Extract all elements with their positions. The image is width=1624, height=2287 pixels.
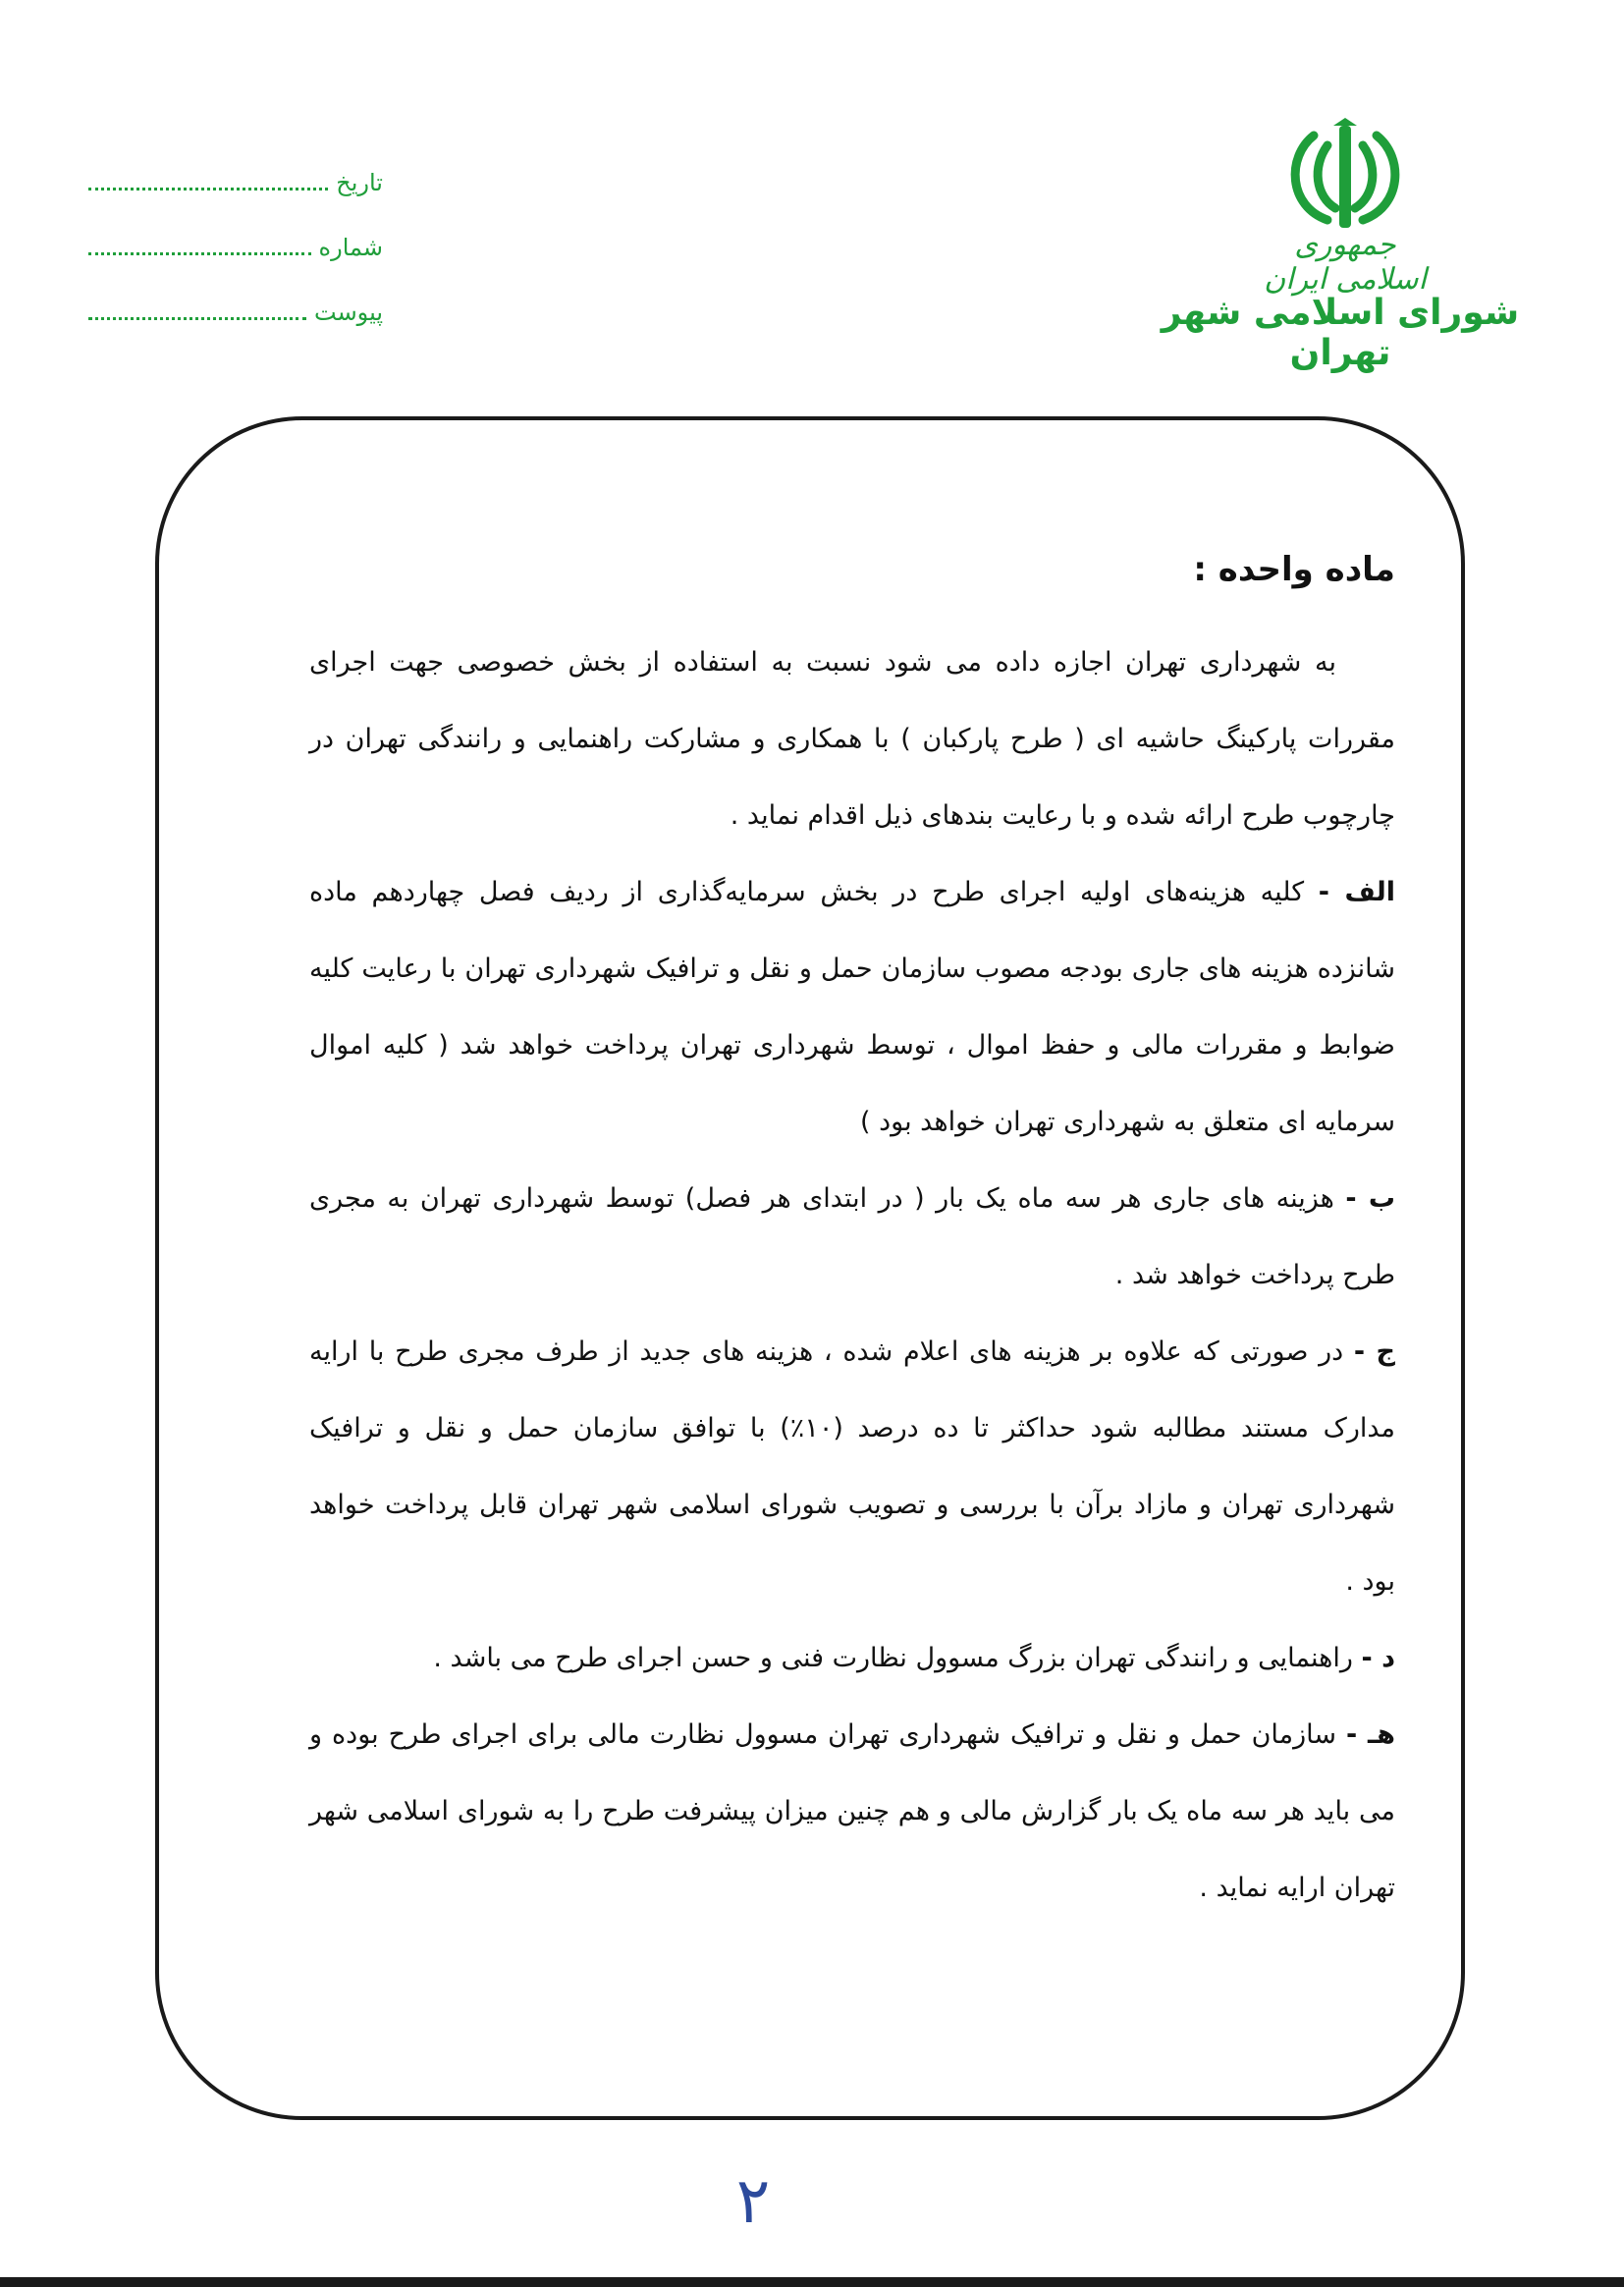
date-dotted-line bbox=[88, 174, 328, 191]
clause-be bbox=[309, 1161, 1395, 1314]
clause-marker: الف - bbox=[1318, 877, 1396, 907]
scan-edge bbox=[0, 2277, 1624, 2287]
attachment-dotted-line bbox=[88, 303, 306, 320]
number-label: شماره bbox=[318, 234, 383, 261]
clause-marker: ج - bbox=[1353, 1336, 1395, 1367]
clause-marker: ب - bbox=[1345, 1183, 1395, 1214]
clause-dal bbox=[309, 1620, 1395, 1697]
clause-text: راهنمایی و رانندگی تهران بزرگ مسوول نظارت فنی و حسن اجرای طرح می باشد . bbox=[433, 1643, 1353, 1673]
date-field bbox=[88, 169, 383, 234]
page-number: ۲ bbox=[735, 2165, 771, 2238]
attachment-field bbox=[88, 299, 383, 363]
article-title: ماده واحده : bbox=[1193, 550, 1395, 589]
clause-he bbox=[309, 1697, 1395, 1927]
attachment-label: پیوست bbox=[314, 299, 383, 326]
clause-marker: هـ - bbox=[1346, 1719, 1395, 1750]
clause-text: سازمان حمل و نقل و ترافیک شهرداری تهران مسوول نظارت مالی برای اجرای طرح بوده و می باید هر سه ماه یک بار گزارش مالی و هم چنین میزان پیشرفت طرح را به شورای اسلامی شهر تهران ارایه نماید . bbox=[309, 1719, 1395, 1903]
document-meta-fields bbox=[88, 169, 383, 363]
clause-text: کلیه هزینه‌های اولیه اجرای طرح در بخش سرمایه‌گذاری از ردیف فصل چهاردهم ماده شانزده هزینه های جاری بودجه مصوب سازمان حمل و نقل و ترافیک شهرداری تهران با رعایت کلیه ضوابط و مقررات مالی و حفظ اموال ، توسط شهرداری تهران پرداخت خواهد شد ( کلیه اموال سرمایه ای متعلق به شهرداری تهران خواهد بود ) bbox=[309, 877, 1395, 1137]
clause-text: در صورتی که علاوه بر هزینه های اعلام شده ، هزینه های جدید از طرف مجری طرح با ارایه مدارک مستند مطالبه شود حداکثر تا ده درصد (۱۰٪) با توافق سازمان حمل و نقل و ترافیک شهرداری تهران و مازاد برآن با بررسی و تصویب شورای اسلامی شهر تهران قابل پرداخت خواهد بود . bbox=[309, 1336, 1395, 1597]
council-title: شورای اسلامی شهر تهران bbox=[1161, 293, 1520, 373]
number-field bbox=[88, 234, 383, 299]
clause-marker: د - bbox=[1361, 1643, 1395, 1673]
intro-paragraph: به شهرداری تهران اجازه داده می شود نسبت به استفاده از بخش خصوصی جهت اجرای مقررات پارکینگ حاشیه ای ( طرح پارکبان ) با همکاری و مشارکت راهنمایی و رانندگی تهران در چارچوب طرح ارائه شده و با رعایت بندهای ذیل اقدام نماید . bbox=[309, 647, 1395, 831]
date-label: تاریخ bbox=[336, 169, 383, 196]
clause-alef bbox=[309, 854, 1395, 1161]
clause-text: هزینه های جاری هر سه ماه یک بار ( در ابتدای هر فصل) توسط شهرداری تهران به مجری طرح پرداخت خواهد شد . bbox=[309, 1183, 1395, 1290]
iran-emblem-icon bbox=[1276, 118, 1414, 236]
emblem-caption: جمهوری اسلامی ایران bbox=[1264, 228, 1427, 297]
document-body bbox=[309, 550, 1395, 1927]
number-dotted-line bbox=[88, 239, 311, 255]
clause-jim bbox=[309, 1314, 1395, 1620]
